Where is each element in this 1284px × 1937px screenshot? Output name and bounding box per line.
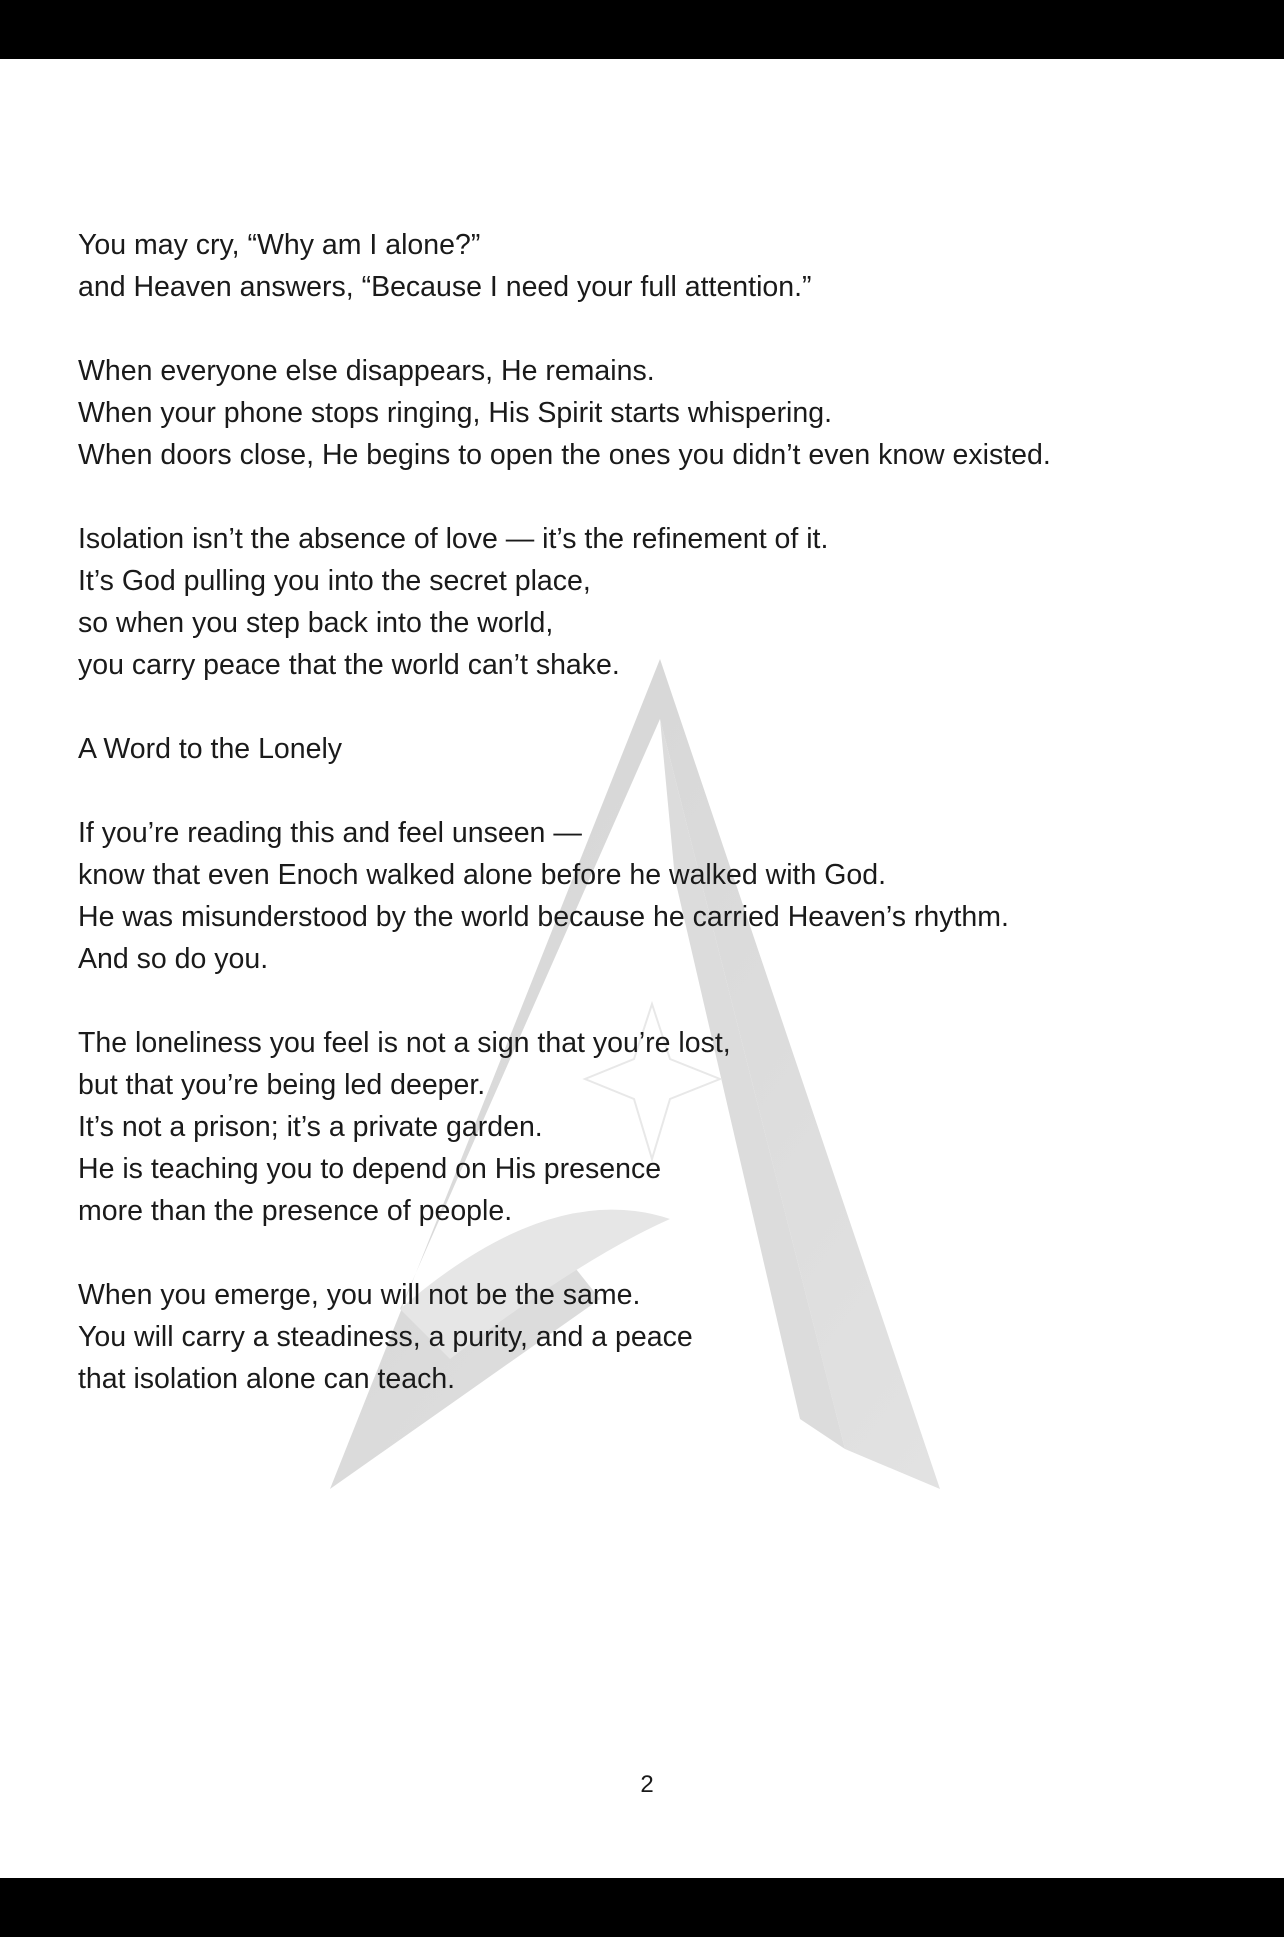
text-line: You may cry, “Why am I alone?”	[78, 229, 481, 261]
page-number	[0, 1771, 1284, 1799]
stanza	[78, 350, 1228, 476]
text-line: know that even Enoch walked alone before he walked with God.	[78, 859, 887, 891]
text-line: You will carry a steadiness, a purity, and a peace	[78, 1321, 693, 1353]
page-number-text: 2	[640, 1771, 654, 1798]
body-text	[78, 224, 1228, 1442]
text-line: He is teaching you to depend on His presence	[78, 1153, 662, 1185]
stanza	[78, 1022, 1228, 1232]
text-line: you carry peace that the world can’t shake.	[78, 649, 620, 681]
text-line: It’s not a prison; it’s a private garden.	[78, 1111, 543, 1143]
stanza	[78, 224, 1228, 308]
section-heading-text: A Word to the Lonely	[78, 733, 343, 765]
text-line: If you’re reading this and feel unseen —	[78, 817, 582, 849]
text-line: When your phone stops ringing, His Spirit starts whispering.	[78, 397, 833, 429]
stanza	[78, 1274, 1228, 1400]
text-line: The loneliness you feel is not a sign that you’re lost,	[78, 1027, 731, 1059]
text-line: more than the presence of people.	[78, 1195, 513, 1227]
section-heading	[78, 728, 1228, 770]
text-line: When you emerge, you will not be the same.	[78, 1279, 641, 1311]
top-frame-bar	[0, 0, 1284, 59]
text-line: so when you step back into the world,	[78, 607, 554, 639]
stanza	[78, 812, 1228, 980]
bottom-frame-bar	[0, 1878, 1284, 1937]
text-line: It’s God pulling you into the secret place,	[78, 565, 591, 597]
text-line: and Heaven answers, “Because I need your full attention.”	[78, 271, 812, 303]
text-line: He was misunderstood by the world because he carried Heaven’s rhythm.	[78, 901, 1009, 933]
text-line: but that you’re being led deeper.	[78, 1069, 486, 1101]
document-page	[0, 59, 1284, 1878]
text-line: Isolation isn’t the absence of love — it’s the refinement of it.	[78, 523, 829, 555]
text-line: And so do you.	[78, 943, 269, 975]
text-line: When everyone else disappears, He remains.	[78, 355, 655, 387]
stanza	[78, 518, 1228, 686]
text-line: When doors close, He begins to open the ones you didn’t even know existed.	[78, 439, 1051, 471]
text-line: that isolation alone can teach.	[78, 1363, 456, 1395]
